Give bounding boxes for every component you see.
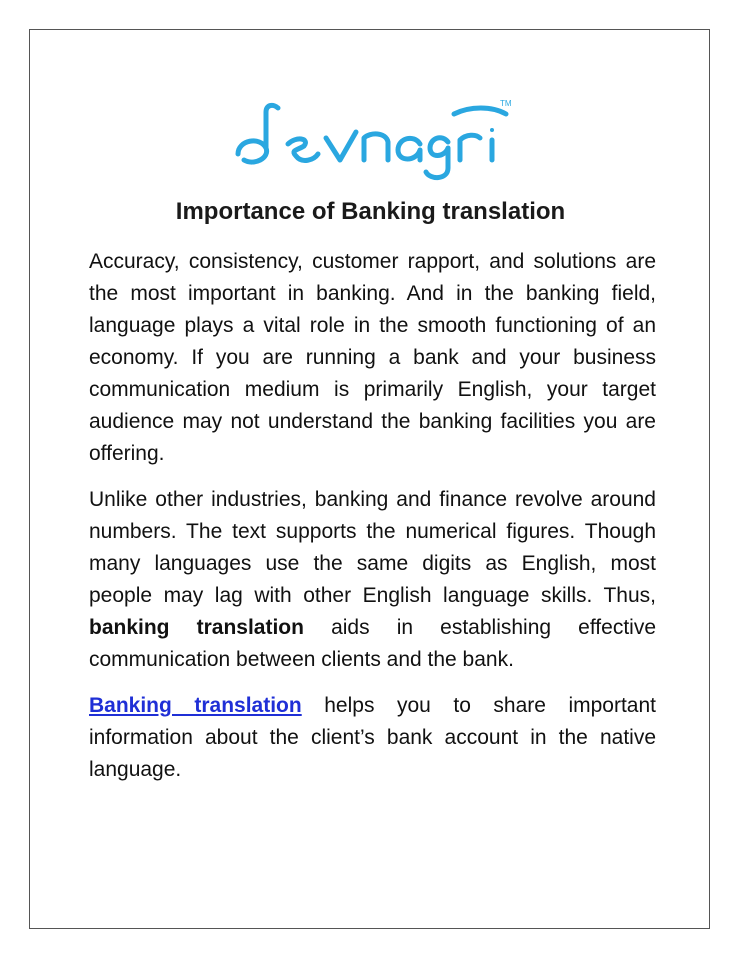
paragraph-3 [89, 690, 656, 786]
page-title: Importance of Banking translation [175, 198, 566, 225]
paragraph-3-text: helps you to share important information about the client’s bank account in the native language. [89, 694, 656, 781]
document-page [29, 29, 710, 929]
banking-translation-link[interactable]: Banking translation [89, 694, 302, 717]
paragraph-2-text: Unlike other industries, banking and finance revolve around numbers. The text supports the numerical figures. Though many languages use the same digits as English, most people may lag with other English language skills. Thus, [89, 488, 656, 607]
paragraph-2-text-end: aids in establishing effective communication between clients and the bank. [89, 616, 656, 671]
trademark-mark: TM [500, 99, 512, 108]
devnagri-logo [230, 92, 520, 184]
devnagri-logo-art [230, 92, 520, 184]
paragraph-1: Accuracy, consistency, customer rapport, and solutions are the most important in banking. And in the banking field, language plays a vital role in the smooth functioning of an economy. If you are running a bank and your business communication medium is primarily English, your target audience may not understand the banking facilities you are offering. [89, 250, 656, 465]
paragraph-2 [89, 484, 656, 676]
article-body [89, 246, 656, 800]
banking-translation-bold: banking translation [89, 616, 304, 639]
